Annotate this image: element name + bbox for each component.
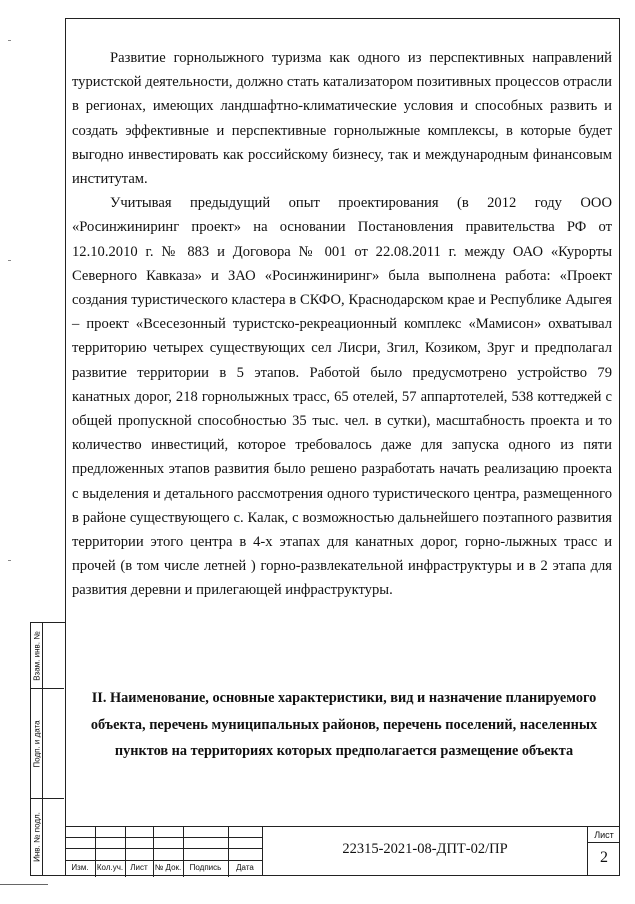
paragraph: Учитывая предыдущий опыт проектирования (в 2012 году ООО «Росинжиниринг проект» на основании Постановления правительства РФ от 12.10.2010 г. № 883 и Договора № 001 от 22.08.2011 г. между ОАО «Курорты Северного Кавказа» и ЗАО «Росинжиниринг» была выполнена работа: «Проект создания туристического кластера в СКФО, Краснодарском крае и Республике Адыгея – проект «Всесезонный туристско-рекреационный комплекс «Мамисон» охватывал территорию четырех существующих сел Лисри, Згил, Козиком, Зруг и предполагал развитие территории в 5 этапов. Работой было предусмотрено устройство 79 канатных дорог, 218 горнолыжных трасс, 65 отелей, 57 аппартотелей, 538 коттеджей с общей пропускной способностью 35 тыс. чел. в сутки), масштабность проекта и то количество инвестиций, которое требовалось даже для запуска одного из пяти предложенных этапов развития было решено разработать начать реализацию проекта с выделения и детального рассмотрения одного туристического центра, размещенного в районе существующего с. Калак, с возможностью дальнейшего поэтапного развития территории этого центра в 4-х этапах для канатных дорог, горно-лыжных трасс и прочей (в том числе летней ) горно-развлекательной инфраструктуры и в 2 этапа для развития деревни и прилегающей инфраструктуры.: [72, 195, 612, 599]
side-cell-original: [31, 799, 64, 875]
side-label-signature: Подп. и дата: [32, 719, 41, 768]
sheet-label: Лист: [588, 829, 620, 843]
revision-table: [65, 826, 262, 876]
column-label-date: Дата: [236, 863, 254, 872]
document-code: 22315-2021-08-ДПТ-02/ПР: [342, 841, 508, 857]
bottom-margin-line: [0, 884, 48, 885]
sheet-cell: [587, 826, 620, 876]
side-label-replacement: Взам. инв. №: [32, 630, 41, 681]
side-cell-replacement: [31, 623, 64, 689]
side-stamp: [30, 622, 65, 876]
sheet-number: 2: [600, 849, 608, 866]
body-text: [72, 46, 612, 603]
column-label-sheet: Лист: [130, 863, 148, 872]
column-label-signature: Подпись: [189, 863, 222, 872]
title-block: [65, 826, 620, 876]
margin-tick: [8, 40, 11, 41]
margin-tick: [8, 260, 11, 261]
column-label-doc: № Док.: [154, 863, 182, 872]
paragraph: Развитие горнолыжного туризма как одного из перспективных направлений туристской деятельности, должно стать катализатором позитивных процессов отрасли в регионах, имеющих ландшафтно-климатические условия и способных развить и создать эффективные и перспективные горнолыжные комплексы, в которые будет выгодно инвестировать как российскому бизнесу, так и международным финансовым институтам.: [72, 50, 612, 188]
document-code-cell: [262, 826, 587, 876]
side-label-original: Инв. № подл.: [32, 812, 41, 862]
margin-tick: [8, 560, 11, 561]
column-label-change: Изм.: [71, 863, 89, 872]
section-heading: II. Наименование, основные характеристики, вид и назначение планируемого объекта, перечень муниципальных районов, перечень поселений, населенных пунктов на территориях которых предполагается размещение объекта: [90, 690, 598, 759]
column-label-count: Кол.уч.: [96, 863, 124, 872]
side-cell-signature: [31, 689, 64, 799]
